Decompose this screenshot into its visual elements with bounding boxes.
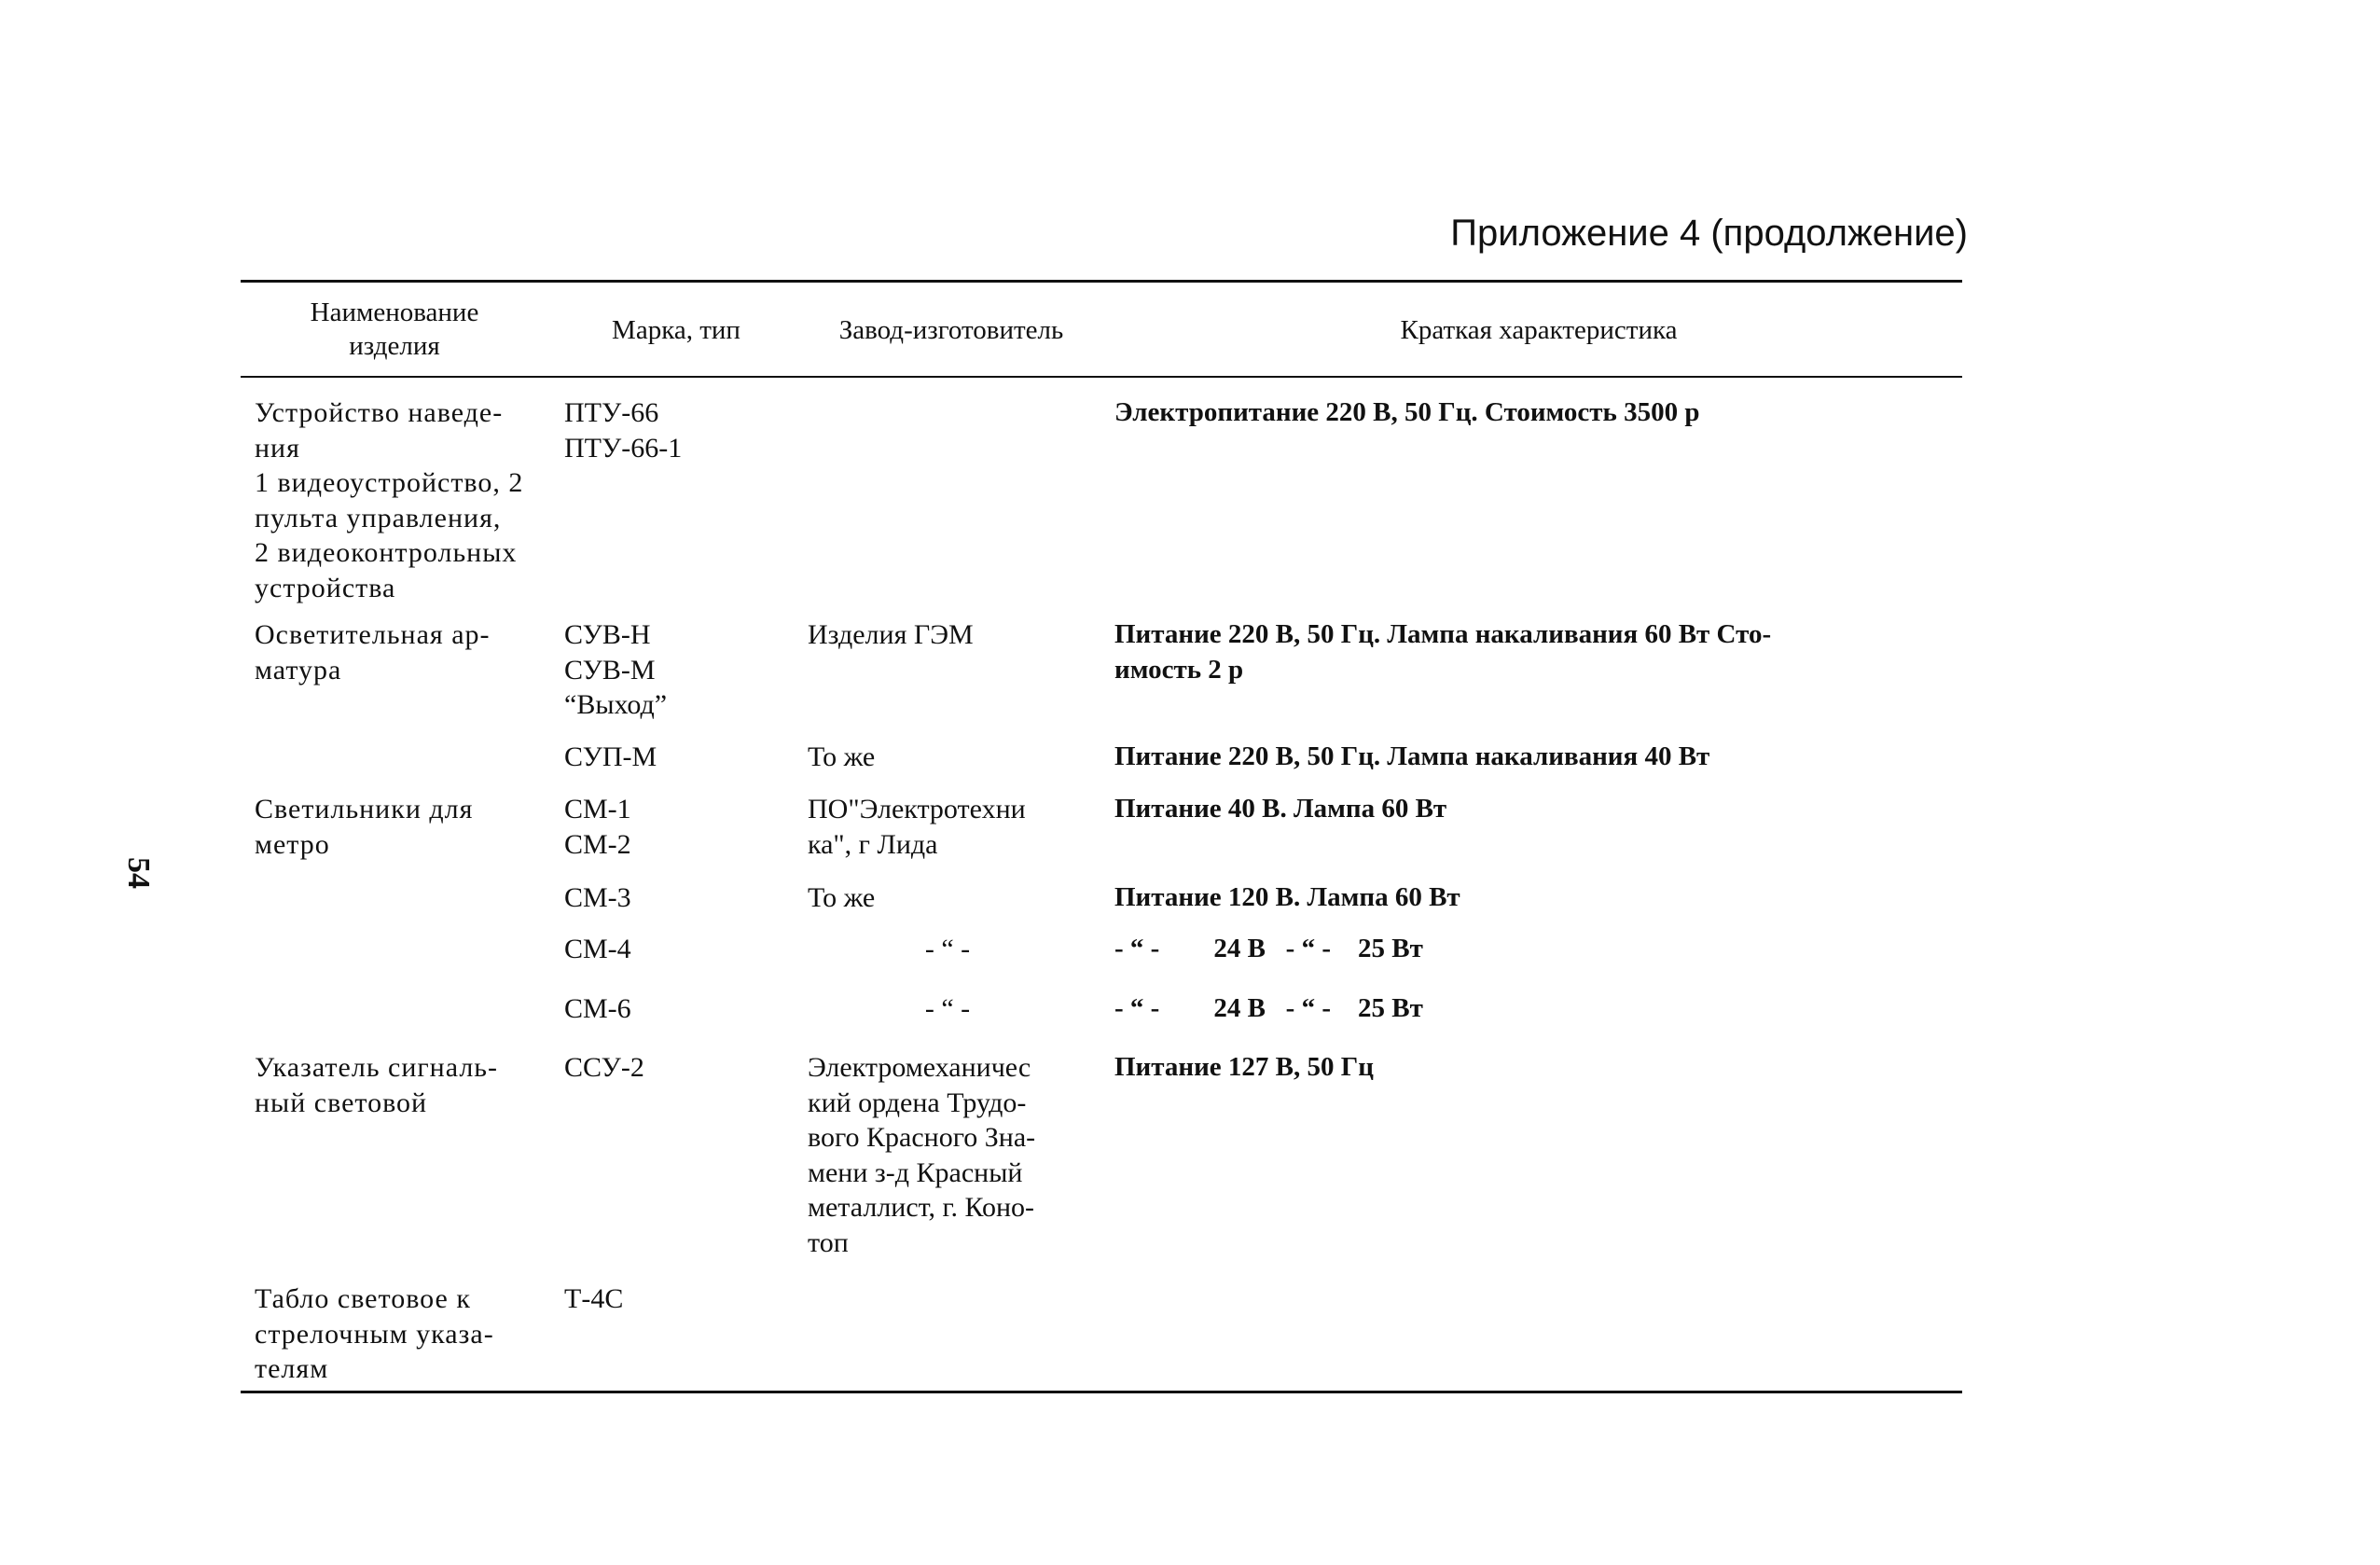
page-number: 54 xyxy=(121,857,156,889)
cell-maker: - “ - xyxy=(924,934,971,964)
cell-mark: СУП-М xyxy=(564,741,657,772)
header-mark: Марка, тип xyxy=(612,315,740,345)
appendix-heading: Приложение 4 (продолжение) xyxy=(1450,213,1968,254)
header-maker: Завод-изготовитель xyxy=(838,315,1064,345)
cell-mark: Т-4С xyxy=(564,1283,624,1314)
cell-name: Светильники для метро xyxy=(255,794,474,860)
cell-maker: Электромеханичес кий ордена Трудо- вого Красного Зна- мени з-д Красный металлист, г. Коно- топ xyxy=(808,1052,1036,1258)
cell-description: Питание 120 В. Лампа 60 Вт xyxy=(1114,882,1460,912)
cell-maker: ПО"Электротехни ка", г Лида xyxy=(808,794,1026,860)
cell-mark: СМ-6 xyxy=(564,993,631,1024)
cell-description: Питание 220 В, 50 Гц. Лампа накаливания 60 Вт Сто- имость 2 р xyxy=(1114,619,1772,685)
cell-mark: СМ-3 xyxy=(564,882,631,913)
cell-maker: Изделия ГЭМ xyxy=(808,619,974,650)
cell-description: Питание 40 В. Лампа 60 Вт xyxy=(1114,794,1447,824)
cell-mark: СУВ-Н СУВ-М “Выход” xyxy=(564,619,668,720)
cell-mark: СМ-1 СМ-2 xyxy=(564,794,631,860)
header-description: Краткая характеристика xyxy=(1400,315,1678,345)
cell-description: Электропитание 220 В, 50 Гц. Стоимость 3500 р xyxy=(1114,397,1700,427)
cell-name: Указатель сигналь- ный световой xyxy=(255,1052,498,1118)
cell-mark: ПТУ-66 ПТУ-66-1 xyxy=(564,397,683,464)
cell-name: Осветительная ар- матура xyxy=(255,619,491,686)
cell-name: Табло световое к стрелочным указа- телям xyxy=(255,1283,494,1384)
table-bottom-rule xyxy=(241,1391,1962,1393)
cell-description: Питание 220 В, 50 Гц. Лампа накаливания 40 Вт xyxy=(1114,741,1710,771)
cell-maker: То же xyxy=(808,741,876,772)
cell-description: - “ - 24 В - “ - 25 Вт xyxy=(1114,993,1423,1023)
cell-maker: То же xyxy=(808,882,876,913)
cell-description: - “ - 24 В - “ - 25 Вт xyxy=(1114,934,1423,963)
cell-mark: ССУ-2 xyxy=(564,1052,644,1083)
header-name: Наименование изделия xyxy=(310,298,479,361)
cell-name: Устройство наведе- ния 1 видеоустройство, 2 пульта управления, 2 видеоконтрольных устройства xyxy=(255,397,524,603)
cell-description: Питание 127 В, 50 Гц xyxy=(1114,1052,1374,1082)
table-top-rule xyxy=(241,280,1962,283)
table-header-rule xyxy=(241,376,1962,378)
cell-mark: СМ-4 xyxy=(564,934,631,964)
cell-maker: - “ - xyxy=(924,993,971,1024)
